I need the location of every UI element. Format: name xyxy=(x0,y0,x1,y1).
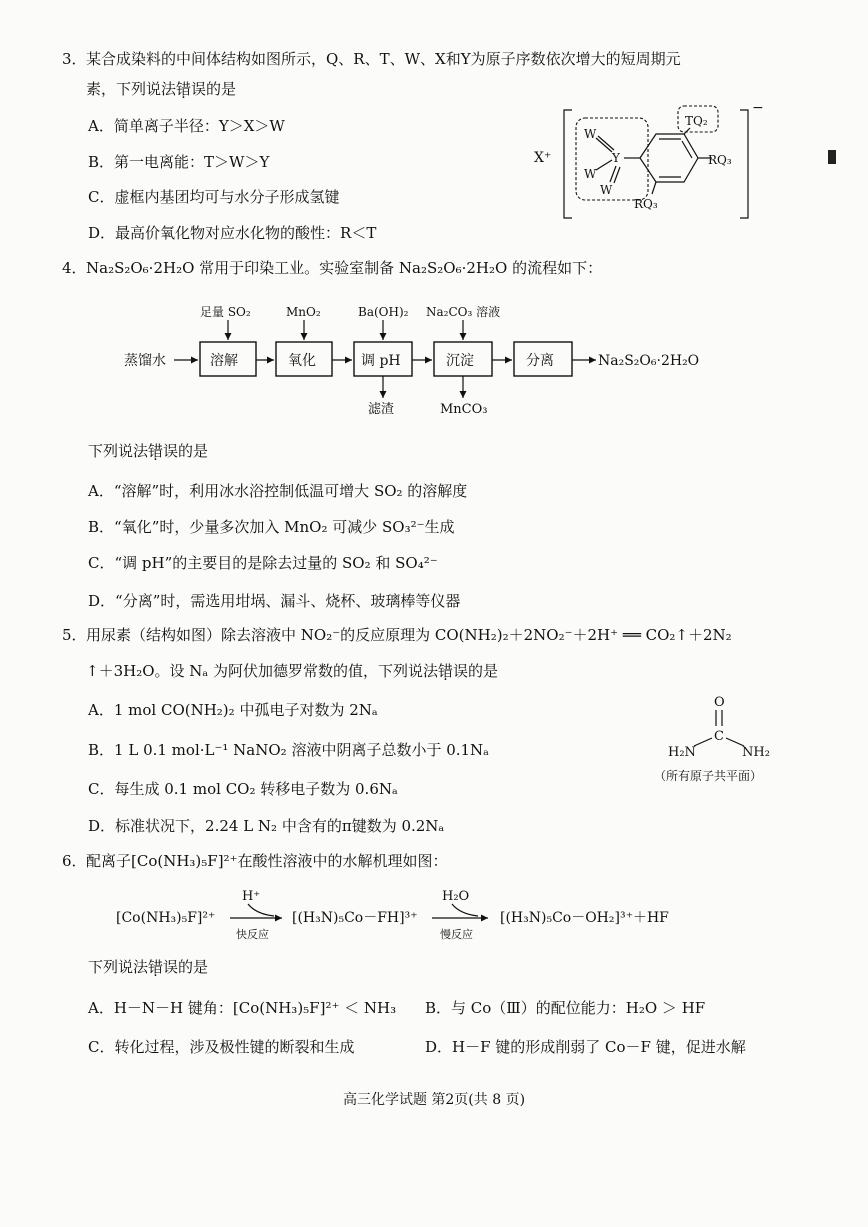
mech-label-fast: 快反应 xyxy=(236,928,269,941)
flow-input-na2co3: Na₂CO₃ 溶液 xyxy=(426,305,501,319)
page-margin-marker xyxy=(828,150,836,164)
q4-option-d: D．“分离”时，需选用坩埚、漏斗、烧杯、玻璃棒等仪器 xyxy=(88,592,461,610)
q4-option-c: C．“调 pH”的主要目的是除去过量的 SO₂ 和 SO₄²⁻ xyxy=(88,554,438,572)
q6-option-c: C．转化过程，涉及极性键的断裂和生成 xyxy=(88,1038,355,1056)
q4-stem: 4．Na₂S₂O₆·2H₂O 常用于印染工业。实验室制备 Na₂S₂O₆·2H₂O 的流程如下： xyxy=(62,259,603,277)
q3-structure-diagram xyxy=(528,98,778,226)
urea-co-double-bond xyxy=(716,710,722,726)
svg-text:溶解: 溶解 xyxy=(210,353,238,369)
q3-option-d: D．最高价氧化物对应水化物的酸性：R＜T xyxy=(88,224,377,242)
w-atom-top: W xyxy=(584,127,597,141)
q6-mechanism-diagram xyxy=(112,884,752,948)
mech-species-2: [(H₃N)₅Co－FH]³⁺ xyxy=(292,910,418,926)
anion-charge: − xyxy=(752,100,764,116)
flow-output-residue: 滤渣 xyxy=(368,402,395,417)
q5-urea-diagram xyxy=(648,688,798,788)
mech-species-3: [(H₃N)₅Co－OH₂]³⁺＋HF xyxy=(500,910,669,926)
q4-option-a: A．“溶解”时，利用冰水浴控制低温可增大 SO₂ 的溶解度 xyxy=(88,482,468,500)
q5-number: 5． xyxy=(62,626,87,644)
rq3-bottom: RQ₃ xyxy=(634,197,658,211)
flow-input-baoh2: Ba(OH)₂ xyxy=(358,305,409,319)
svg-text:氧化: 氧化 xyxy=(288,353,316,369)
q5-option-a: A．1 mol CO(NH₂)₂ 中孤电子对数为 2Nₐ xyxy=(88,701,378,719)
svg-text:沉淀: 沉淀 xyxy=(446,353,474,369)
mech-reagent-water: H₂O xyxy=(442,889,470,904)
q5-option-d: D．标准状况下，2.24 L N₂ 中含有的π键数为 0.2Nₐ xyxy=(88,817,445,835)
q5-option-c: C．每生成 0.1 mol CO₂ 转移电子数为 0.6Nₐ xyxy=(88,780,398,798)
w-atom-bottom: W xyxy=(600,183,613,197)
urea-o: O xyxy=(714,695,725,710)
q4-flowchart xyxy=(118,296,718,421)
urea-caption: （所有原子共平面） xyxy=(654,769,763,783)
q5-stem-line1: 5．用尿素（结构如图）除去溶液中 NO₂⁻的反应原理为 CO(NH₂)₂＋2NO₂⁻＋2H⁺ ══ CO₂↑＋2N₂ xyxy=(62,626,732,644)
urea-left-nh2: H₂N xyxy=(668,745,696,760)
tq2-group: TQ₂ xyxy=(685,114,708,128)
left-bracket xyxy=(564,110,572,218)
q6-option-b: B．与 Co（Ⅲ）的配位能力：H₂O ＞ HF xyxy=(425,999,706,1017)
q6-intro: 下列说法错误的是 xyxy=(88,958,209,976)
tq2-bond xyxy=(684,128,690,134)
right-bracket xyxy=(740,110,748,218)
q3-option-c: C．虚框内基团均可与水分子形成氢键 xyxy=(88,188,340,206)
rq3-bottom-bond xyxy=(652,182,656,194)
q6-number: 6． xyxy=(62,852,87,870)
mech-label-slow: 慢反应 xyxy=(440,928,473,941)
cation-label: X⁺ xyxy=(534,150,552,166)
benzene-ring xyxy=(640,134,698,182)
w-atom-left: W xyxy=(584,167,597,181)
q3-option-b: B．第一电离能：T＞W＞Y xyxy=(88,153,270,171)
y-atom: Y xyxy=(612,151,620,165)
q4-intro: 下列说法错误的是 xyxy=(88,442,209,460)
q4-number: 4． xyxy=(62,259,87,277)
mech-species-1: [Co(NH₃)₅F]²⁺ xyxy=(116,910,216,926)
y-w-bond-2 xyxy=(596,160,612,170)
q5-stem-line2: ↑＋3H₂O。设 Nₐ 为阿伏加德罗常数的值，下列说法错误的是 xyxy=(86,662,498,680)
q6-stem: 6．配离子[Co(NH₃)₅F]²⁺在酸性溶液中的水解机理如图： xyxy=(62,852,448,870)
urea-c: C xyxy=(714,729,724,744)
q6-option-a: A．H－N－H 键角：[Co(NH₃)₅F]²⁺ ＜ NH₃ xyxy=(88,999,397,1017)
q4-option-b: B．“氧化”时，少量多次加入 MnO₂ 可减少 SO₃²⁻生成 xyxy=(88,518,455,536)
q6-option-d: D．H－F 键的形成削弱了 Co－F 键，促进水解 xyxy=(425,1038,746,1056)
q3-option-a: A．简单离子半径：Y＞X＞W xyxy=(88,117,285,135)
svg-text:分离: 分离 xyxy=(526,353,554,369)
flow-input-so2: 足量 SO₂ xyxy=(200,305,251,319)
y-w-double-bond-3 xyxy=(610,166,620,183)
q3-stem-line1: 3．某合成染料的中间体结构如图所示，Q、R、T、W、X和Y为原子序数依次增大的短周期元 xyxy=(62,50,681,68)
ring-double-bonds xyxy=(659,139,692,177)
q3-number: 3． xyxy=(62,50,87,68)
urea-right-nh2: NH₂ xyxy=(742,745,770,760)
q5-option-b: B．1 L 0.1 mol·L⁻¹ NaNO₂ 溶液中阴离子总数小于 0.1Nₐ xyxy=(88,741,489,759)
rq3-right: RQ₃ xyxy=(708,153,732,167)
flow-start: 蒸馏水 xyxy=(124,353,166,369)
mech-reagent-h: H⁺ xyxy=(242,889,261,904)
flow-product: Na₂S₂O₆·2H₂O xyxy=(598,353,700,369)
q3-stem-line2: 素，下列说法错误的是 xyxy=(86,80,237,98)
flow-input-mno2: MnO₂ xyxy=(286,305,321,319)
svg-text:调 pH: 调 pH xyxy=(361,353,401,369)
page-footer: 高三化学试题 第2页(共 8 页) xyxy=(342,1092,526,1108)
flow-output-mnco3: MnCO₃ xyxy=(440,402,488,417)
y-w-double-bond-1 xyxy=(596,136,614,152)
